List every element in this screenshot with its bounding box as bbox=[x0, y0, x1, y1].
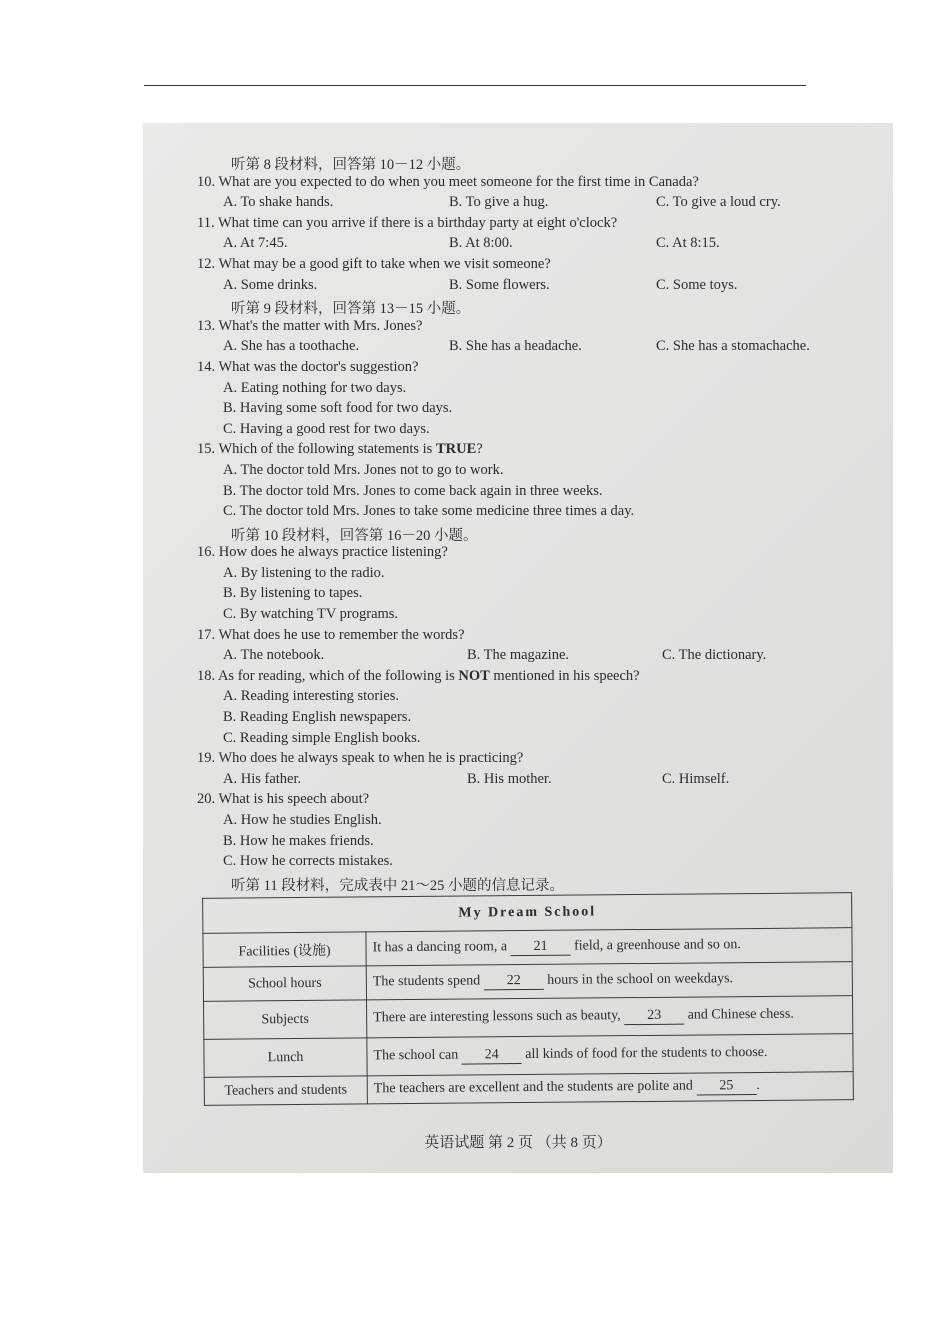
option-b: B. At 8:00. bbox=[449, 235, 513, 252]
answer-blank-21: 21 bbox=[510, 939, 570, 957]
question-14: 14. What was the doctor's suggestion? bbox=[197, 358, 419, 375]
question-16: 16. How does he always practice listening? bbox=[197, 544, 448, 561]
option-a: A. She has a toothache. bbox=[223, 338, 360, 355]
row-text: The school can 24 all kinds of food for the students to choose. bbox=[367, 1034, 853, 1076]
option-b: B. The magazine. bbox=[467, 647, 570, 664]
option-a: A. Some drinks. bbox=[223, 276, 318, 293]
question-12: 12. What may be a good gift to take when we visit someone? bbox=[197, 255, 551, 272]
option-b: B. She has a headache. bbox=[449, 338, 582, 355]
questions-block bbox=[197, 153, 857, 894]
table-row bbox=[203, 962, 852, 1002]
option-c: C. Reading simple English books. bbox=[223, 729, 421, 746]
option-a: A. His father. bbox=[223, 770, 302, 787]
option-c: C. Himself. bbox=[662, 770, 730, 787]
section-8-header: 听第 8 段材料，回答第 10－12 小题。 bbox=[231, 157, 471, 173]
question-13: 13. What's the matter with Mrs. Jones? bbox=[197, 317, 423, 334]
answer-blank-24: 24 bbox=[462, 1047, 522, 1065]
option-b: B. The doctor told Mrs. Jones to come back again in three weeks. bbox=[223, 482, 603, 499]
row-text: The teachers are excellent and the students are polite and 25 . bbox=[367, 1072, 853, 1104]
answer-blank-25: 25 bbox=[696, 1078, 756, 1096]
table-row bbox=[204, 996, 853, 1040]
question-12-options bbox=[197, 277, 857, 298]
option-a: A. Reading interesting stories. bbox=[223, 688, 399, 705]
section-9-header: 听第 9 段材料，回答第 13－15 小题。 bbox=[231, 301, 471, 318]
option-b: B. His mother. bbox=[467, 770, 552, 787]
row-text: The students spend 22 hours in the school on weekdays. bbox=[366, 962, 852, 1000]
option-c: C. Having a good rest for two days. bbox=[223, 420, 430, 437]
option-a: A. At 7:45. bbox=[223, 235, 288, 252]
option-b: B. Having some soft food for two days. bbox=[223, 400, 453, 417]
option-b: B. By listening to tapes. bbox=[223, 585, 363, 602]
row-label: Teachers and students bbox=[204, 1076, 367, 1105]
top-rule bbox=[144, 85, 806, 86]
option-c: C. Some toys. bbox=[656, 276, 738, 293]
option-a: A. How he studies English. bbox=[223, 812, 382, 828]
question-15: 15. Which of the following statements is TRUE? bbox=[197, 441, 483, 458]
option-a: A. To shake hands. bbox=[223, 194, 334, 211]
question-11: 11. What time can you arrive if there is a birthday party at eight o'clock? bbox=[197, 214, 618, 231]
question-18: 18. As for reading, which of the following is NOT mentioned in his speech? bbox=[197, 667, 640, 684]
question-13-options bbox=[197, 338, 857, 359]
option-b: B. To give a hug. bbox=[449, 194, 549, 211]
emphasis-true: TRUE bbox=[435, 441, 477, 458]
option-a: A. By listening to the radio. bbox=[223, 564, 385, 581]
option-b: B. Reading English newspapers. bbox=[223, 709, 412, 726]
option-c: C. She has a stomachache. bbox=[656, 338, 810, 355]
section-11-header: 听第 11 段材料，完成表中 21～25 小题的信息记录。 bbox=[231, 877, 564, 894]
question-19: 19. Who does he always speak to when he is practicing? bbox=[197, 750, 524, 767]
option-a: A. The notebook. bbox=[223, 647, 325, 664]
option-a: A. The doctor told Mrs. Jones not to go to work. bbox=[223, 461, 504, 478]
answer-blank-23: 23 bbox=[624, 1008, 684, 1026]
exam-page-photo bbox=[143, 123, 893, 1173]
row-label: Subjects bbox=[204, 1000, 367, 1039]
section-10-header: 听第 10 段材料，回答第 16－20 小题。 bbox=[231, 527, 478, 544]
answer-blank-22: 22 bbox=[484, 973, 544, 991]
option-c: C. At 8:15. bbox=[656, 235, 720, 252]
emphasis-not: NOT bbox=[458, 667, 490, 684]
option-c: C. The dictionary. bbox=[662, 647, 767, 664]
page-footer: 英语试题 第 2 页 （共 8 页） bbox=[424, 1135, 612, 1151]
question-10: 10. What are you expected to do when you meet someone for the first time in Canada? bbox=[197, 173, 699, 190]
row-text: There are interesting lessons such as beauty, 23 and Chinese chess. bbox=[367, 996, 853, 1038]
option-c: C. To give a loud cry. bbox=[656, 194, 781, 211]
option-b: B. Some flowers. bbox=[449, 276, 550, 293]
question-10-options bbox=[197, 194, 857, 215]
question-19-options bbox=[197, 771, 857, 792]
table-title: My Dream School bbox=[203, 893, 852, 934]
option-c: C. The doctor told Mrs. Jones to take some medicine three times a day. bbox=[223, 503, 635, 520]
row-label: School hours bbox=[203, 966, 366, 1001]
row-label: Facilities (设施) bbox=[203, 932, 366, 967]
table-row bbox=[203, 928, 852, 968]
table-row bbox=[204, 1034, 853, 1078]
question-17: 17. What does he use to remember the words? bbox=[197, 626, 465, 643]
option-c: C. By watching TV programs. bbox=[223, 606, 399, 623]
row-label: Lunch bbox=[204, 1038, 367, 1077]
question-11-options bbox=[197, 235, 857, 256]
table-row bbox=[204, 1072, 853, 1106]
option-a: A. Eating nothing for two days. bbox=[223, 379, 407, 396]
row-text: It has a dancing room, a 21 field, a greenhouse and so on. bbox=[366, 928, 852, 966]
dream-school-table bbox=[202, 892, 854, 1106]
question-17-options bbox=[197, 647, 857, 668]
question-20: 20. What is his speech about? bbox=[197, 791, 370, 808]
option-c: C. How he corrects mistakes. bbox=[223, 853, 393, 870]
option-b: B. How he makes friends. bbox=[223, 832, 374, 849]
